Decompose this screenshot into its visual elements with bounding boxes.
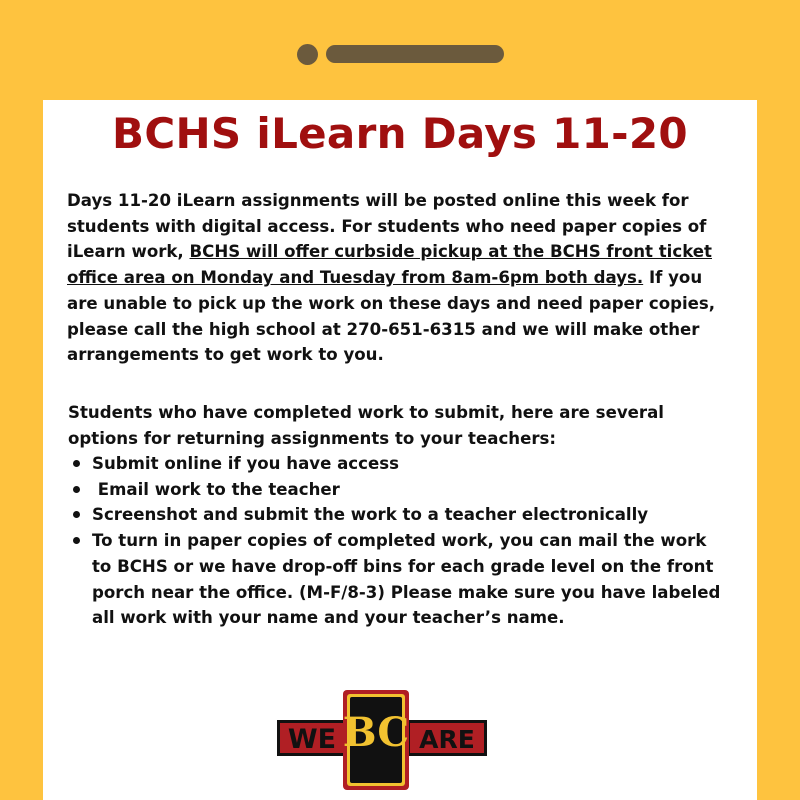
list-item-text: Submit online if you have access — [92, 454, 399, 473]
list-item-text: Email work to the teacher — [92, 479, 340, 499]
logo-monogram-text: BC — [342, 709, 410, 756]
list-item — [68, 451, 728, 477]
clipboard-clip-dot — [297, 44, 318, 65]
notice-card — [43, 100, 757, 800]
list-item — [68, 528, 728, 631]
curbside-pickup-note: BCHS will offer curbside pickup at the BCHS front ticket office area on Monday and Tuesday from 8am-6pm both days. — [67, 242, 712, 288]
info-text-end: If you are unable to pick up the work on these days and need paper copies, please call the high school at 270-651-6315 and we will make other arrangements to get work to you. — [67, 268, 716, 365]
list-item-text: To turn in paper copies of completed work, you can mail the work to BCHS or we have drop-off bins for each grade level on the front porch near the office. (M-F/8-3) Please make sure you have labeled all work with your name and your teacher’s name. — [92, 531, 721, 628]
submission-intro: Students who have completed work to submit, here are several options for returning assignments to your teachers: — [68, 403, 664, 448]
logo-we-text: WE — [287, 724, 337, 755]
clipboard-clip-bar — [326, 45, 504, 63]
bullet-dot-icon — [73, 460, 80, 467]
logo-are-text: ARE — [419, 725, 475, 754]
bullet-dot-icon — [73, 486, 80, 493]
info-paragraph — [67, 188, 737, 368]
list-item — [68, 502, 728, 528]
page-title: BCHS iLearn Days 11-20 — [112, 109, 688, 158]
list-item — [68, 477, 728, 503]
info-text-start: Days 11-20 iLearn assignments will be posted online this week for students with digital access. For students who need paper copies of iLearn work, — [67, 191, 707, 262]
submission-options-list — [68, 451, 728, 631]
we-are-bc-logo — [277, 688, 487, 792]
list-item-text: Screenshot and submit the work to a teacher electronically — [92, 505, 649, 525]
bullet-dot-icon — [73, 537, 80, 544]
bullet-dot-icon — [73, 511, 80, 518]
